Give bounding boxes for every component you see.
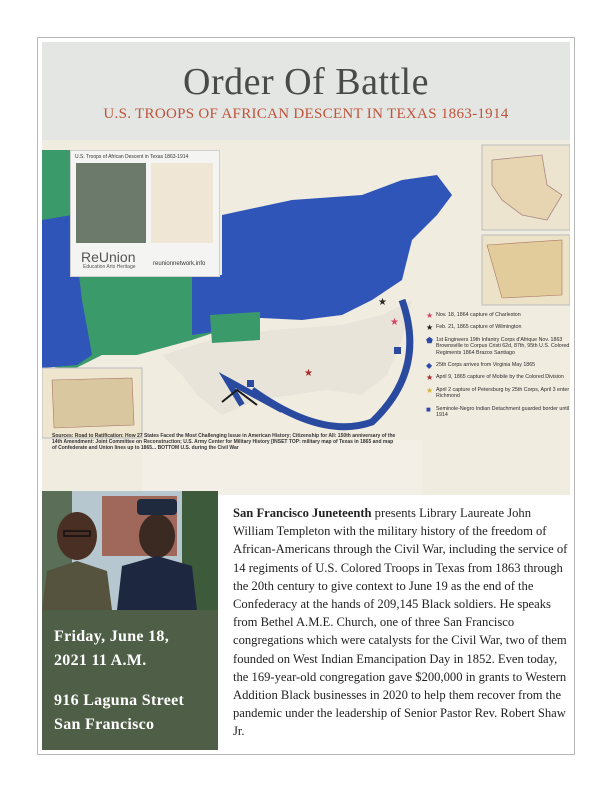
reunion-poster-inset [70, 150, 220, 277]
legend-text: 1st Engineers 19th Infantry Corps d'Afrique Nov. 1863 Brownsville to Corpus Cristi 62d, 87th, 95th U.S. Colored Regiments 1864 Brazos Santiago [436, 336, 570, 356]
legend-text: April 9, 1865 capture of Mobile by the Colored Division [436, 374, 564, 381]
event-time: 2021 11 A.M. [54, 652, 147, 669]
event-address-street: 916 Laguna Street [54, 692, 185, 709]
legend-marker-icon: ★ [426, 323, 434, 333]
svg-text:★: ★ [390, 317, 399, 328]
map-sources-caption: Sources: Road to Ratification: How 27 States Faced the Most Challenging Issue in American History; Citizenship for All: 150th anniversary of the 14th Amendment: Joint Committee on Reconstruction; U.S. Army Center for Military History [INSET TOP: military map of Texas in 1865 and map of Confederate and Union lines up to 1865... BOTTOM U.S. during the Civil War [52, 433, 396, 451]
event-description [233, 504, 571, 741]
legend-text: Nov. 18, 1864 capture of Charleston [436, 312, 521, 318]
legend-item [426, 406, 570, 419]
reunion-logo-tagline: Education Arts Heritage [83, 264, 136, 270]
poster-flyer-image [151, 163, 213, 243]
legend-item [426, 323, 570, 333]
reunion-url: reunionnetwork.info [153, 261, 206, 267]
reunion-logo: ReUnion [81, 249, 136, 265]
speakers-photo [42, 491, 218, 610]
page-title: Order Of Battle [183, 61, 429, 103]
legend-text: 25th Corps arrives from Virginia May 1865 [436, 362, 536, 369]
header-banner [42, 42, 570, 140]
legend-text: April 2 capture of Petersburg by 25th Corps, April 3 enter Richmond [436, 386, 570, 400]
legend-item [426, 373, 570, 383]
page-subtitle: U.S. TROOPS OF AFRICAN DESCENT IN TEXAS 1863-1914 [103, 106, 509, 122]
legend-text: Feb. 21, 1865 capture of Wilmington [436, 324, 522, 331]
legend-text: Seminole-Negro Indian Detachment guarded border until 1914 [436, 405, 570, 419]
map-legend [426, 312, 570, 424]
poster-group-photo [76, 163, 146, 243]
legend-marker-icon: ★ [426, 311, 434, 320]
legend-marker-icon: ★ [426, 373, 434, 383]
legend-item [426, 387, 570, 400]
legend-marker-icon: ■ [426, 404, 431, 414]
civil-war-map-photo [42, 140, 570, 495]
event-details-box [42, 610, 218, 750]
legend-marker-icon: ★ [426, 385, 434, 395]
svg-text:★: ★ [378, 297, 387, 308]
legend-marker-icon: ◆ [426, 361, 433, 371]
event-address-city: San Francisco [54, 716, 155, 733]
legend-item [426, 312, 570, 318]
svg-text:★: ★ [304, 368, 313, 379]
poster-heading: U.S. Troops of African Descent in Texas 1863-1914 [75, 154, 189, 160]
indian-territory-shape [210, 312, 260, 343]
description-text: presents Library Laureate John William Templeton with the military history of the freedom of African-Americans through the Civil War, including the service of 14 regiments of U.S. Colored Troops in Texas from 1863 through the 20th century to give context to June 19 as the end of the Confederacy at the hands of 209,145 Black soldiers. He speaks from Bethel A.M.E. Church, one of three San Francisco congregations which were catalysts for the Civil War, two of them founded on West Indian Emancipation Day in 1852. Even today, the 169-year-old congregation gave $200,000 in grants to Western Addition Black businesses in 2020 to help them recover from the pandemic under the leadership of Senior Pastor Rev. Robert Shaw Jr. [233, 506, 568, 739]
event-date: Friday, June 18, [54, 628, 170, 645]
legend-item [426, 361, 570, 371]
description-lead: San Francisco Juneteenth [233, 506, 372, 520]
legend-marker-icon: ⬟ [426, 335, 433, 345]
legend-item [426, 337, 570, 356]
